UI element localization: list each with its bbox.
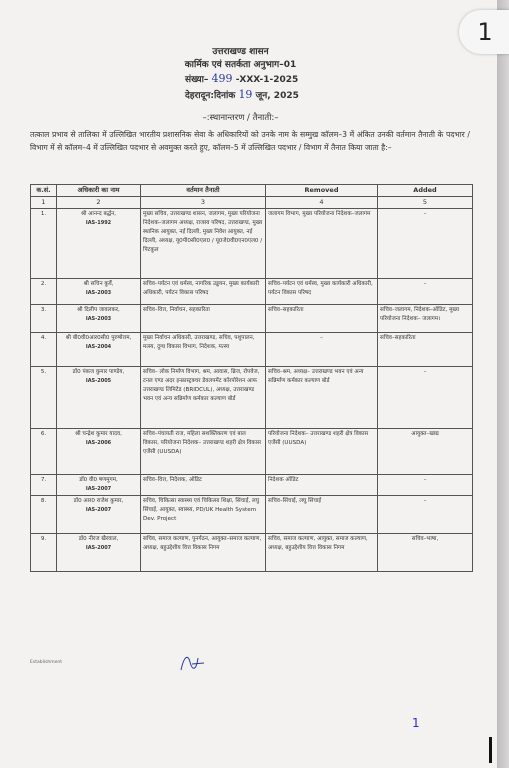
table-row: 5. डॉ0 पंकज कुमार पाण्डेय, IAS-2005 सचिव– लोक निर्माण विभाग, श्रम, आवास, ब्रिज, रोपवेज, टनल एण्ड अदर इन्फ्रास्ट्रक्चर डेवलपमेंट कॉरपोरेशन आफ उत्तराखण्ड लिमिटेड (BRIDCUL), अध्यक्ष, उत्तराखण्ड भवन एवं अन्य सन्निर्माण कर्मकार कल्याण बोर्ड सचिव–श्रम, अध्यक्ष– उत्तराखण्ड भवन एवं अन्य सन्निर्माण कर्मकार कल्याण बोर्ड – [31, 367, 473, 429]
officer-cell: डॉ0 पंकज कुमार पाण्डेय, IAS-2005 [57, 367, 141, 429]
handwritten-number: 499 [211, 72, 233, 85]
order-number: संख्या– 499 -XXX-1-2025 [185, 72, 299, 85]
table-row: 3. श्री दिलीप जावलकर, IAS-2003 सचिव–वित्त, निर्वाचन, सहकारिता सचिव–सहकारिता सचिव–जलागम, निदेशक–ऑडिट, मुख्य परियोजना निदेशक– जलागम। [31, 305, 473, 333]
dark-smudge [489, 737, 492, 763]
handwritten-date: 19 [238, 88, 253, 101]
header-added: Added [378, 185, 473, 197]
table-row: 9. डॉ0 नीरज खैरवाल, IAS-2007 सचिव, समाज कल्याण, पुनर्गठन, आयुक्त–समाज कल्याण, अध्यक्ष, बहुउद्देशीय वित्त विकास निगम सचिव, समाज कल्याण, आयुक्त, समाज कल्याण, अध्यक्ष, बहुउद्देशीय वित्त विकास निगम सचिव–भाषा, [31, 534, 473, 572]
page-number: 1 [412, 716, 420, 730]
column-number: 5 [378, 197, 473, 209]
officer-cell: डॉ0 वी0 षणमुगम, IAS-2007 [57, 475, 141, 496]
column-number: 2 [57, 197, 141, 209]
column-number: 4 [266, 197, 378, 209]
table-row: 2. श्री सचिन कुर्वे, IAS-2003 सचिव–पर्यटन एवं धर्मस्व, नागरिक उड्डयन, मुख्य कार्यकारी अधिकारी, पर्यटन विकास परिषद सचिव–पर्यटन एवं धर्मस्व, मुख्य कार्यकारी अधिकारी, पर्यटन विकास परिषद – [31, 279, 473, 305]
officer-cell: श्री बी0वी0आर0सी0 पुरुषोत्तम, IAS-2004 [57, 333, 141, 367]
table-row: 6. श्री चन्द्रेश कुमार यादव, IAS-2006 सचिव–पंचायती राज, महिला सशक्तिकरण एवं बाल विकास, परियोजना निदेशक– उत्तराखण्ड शहरी क्षेत्र विकास एजेंसी (UUSDA) परियोजना निदेशक– उत्तराखण्ड शहरी क्षेत्र विकास एजेंसी (UUSDA) आयुक्त–खाद्य [31, 429, 473, 475]
signature-mark [178, 650, 206, 674]
table-row: 8. डॉ0 आर0 राजेश कुमार, IAS-2007 सचिव, चिकित्सा स्वास्थ्य एवं चिकित्सा शिक्षा, सिंचाई, लघु सिंचाई, आयुक्त, स्वास्थ्य, PD/UK Health System Dev. Project सचिव–सिंचाई, लघु सिंचाई – [31, 496, 473, 534]
header-officer-name: अधिकारी का नाम [57, 185, 141, 197]
header-section: कार्मिक एवं सतर्कता अनुभाग–01 [184, 60, 297, 70]
header-serial: क.सं. [31, 185, 57, 197]
officer-cell: डॉ0 आर0 राजेश कुमार, IAS-2007 [57, 496, 141, 534]
subject-line: –:स्थानान्तरण / तैनाती:– [202, 113, 279, 123]
header-current-posting: वर्तमान तैनाती [141, 185, 266, 197]
officer-cell: श्री सचिन कुर्वे, IAS-2003 [57, 279, 141, 305]
header-removed: Removed [266, 185, 378, 197]
table-row: 4. श्री बी0वी0आर0सी0 पुरुषोत्तम, IAS-2004 मुख्य निर्वाचन अधिकारी, उत्तराखण्ड, सचिव, पशुपालन, मत्स्य, दुग्ध विकास विभाग, निदेशक, मत्स्य – सचिव–सहकारिता [31, 333, 473, 367]
table-row: 1. श्री आनन्द बर्द्धन, IAS-1992 मुख्य सचिव, उत्तराखण्ड शासन, जलागम, मुख्य परियोजना निदेशक–जलागम अध्यक्ष, राजस्व परिषद, उत्तराखण्ड, मुख्य स्थानिक आयुक्त, नई दिल्ली, मुख्य निवेश आयुक्त, नई दिल्ली, अध्यक्ष, यू0पी0सी0एल0 / यू0जे0वी0एन0एल0 / पिटकुल जलागम विभाग, मुख्य परियोजना निदेशक–जलागम – [31, 209, 473, 279]
establishment-label: Establishment [30, 660, 63, 665]
order-date: देहरादून:दिनांक 19 जून, 2025 [185, 88, 299, 101]
table-row: 7. डॉ0 वी0 षणमुगम, IAS-2007 सचिव–वित्त, निदेशक, ऑडिट निदेशक ऑडिट – [31, 475, 473, 496]
page-badge[interactable]: 1 [459, 10, 509, 54]
column-number: 3 [141, 197, 266, 209]
header-government: उत्तराखण्ड शासन [212, 47, 269, 57]
column-number: 1 [31, 197, 57, 209]
officer-cell: श्री आनन्द बर्द्धन, IAS-1992 [57, 209, 141, 279]
intro-paragraph: तत्काल प्रभाव से तालिका में उल्लिखित भारतीय प्रशासनिक सेवा के अधिकारियों को उनके नाम के सम्मुख कॉलम–3 में अंकित उनकी वर्तमान तैनाती के पदभार / विभाग में से कॉलम–4 में उल्लिखित पदभार से अवमुक्त करते हुए, कॉलम–5 में उल्लिखित पदभार / विभाग में तैनात किया जाता है:– [30, 130, 470, 152]
officer-cell: श्री दिलीप जावलकर, IAS-2003 [57, 305, 141, 333]
officer-cell: डॉ0 नीरज खैरवाल, IAS-2007 [57, 534, 141, 572]
page-edge [497, 0, 509, 768]
transfer-table [30, 184, 473, 572]
officer-cell: श्री चन्द्रेश कुमार यादव, IAS-2006 [57, 429, 141, 475]
